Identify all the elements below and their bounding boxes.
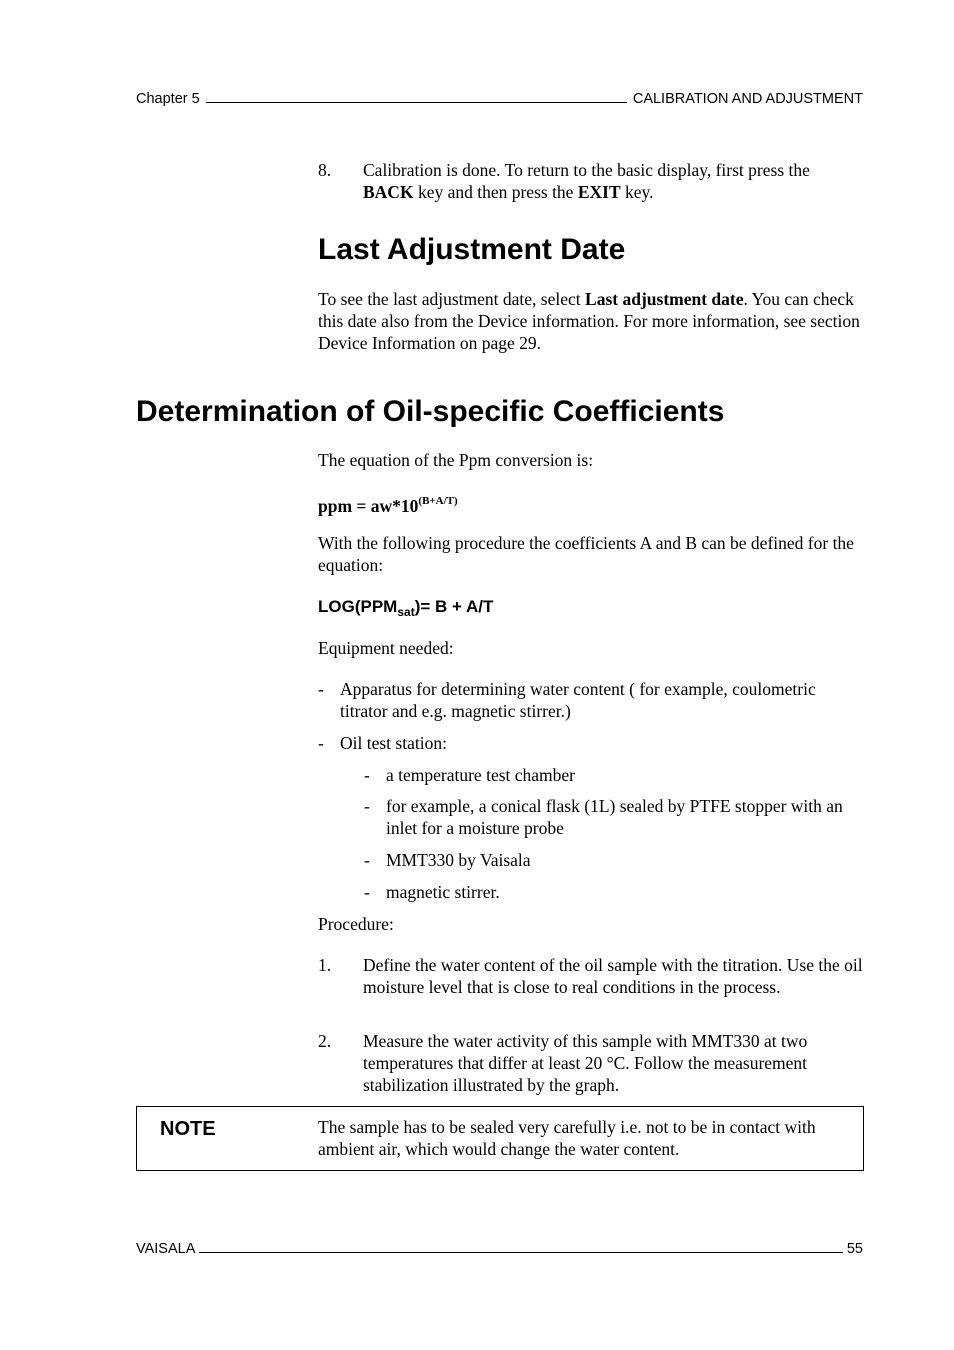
last-adjustment-paragraph: To see the last adjustment date, select Last adjustment date. You can check this date also from the Device information. For more information, see section Device Information on page 29. [318,289,860,353]
sub-list-item: - for example, a conical flask (1L) sealed by PTFE stopper with an inlet for a moisture probe [364,796,843,838]
exit-key: EXIT [577,182,621,202]
sub-list-item: - a temperature test chamber [364,765,575,785]
list-item: - Oil test station: [318,733,447,753]
ppm-equation: ppm = $aw*10^{(B+A/T)}$ [318,495,458,516]
last-adjustment-heading: Last Adjustment Date [318,233,626,266]
header-chapter: Chapter 5 [136,91,200,107]
procedure-step: 2. Measure the water activity of this sample with MMT330 at two temperatures that differ at least 20 °C. Follow the measurement stabilization illustrated by the graph. [318,1031,808,1095]
procedure-label: Procedure: [318,914,394,934]
note-text: The sample has to be sealed very carefully i.e. not to be in contact with ambient air, which would change the water content. [318,1117,816,1159]
page-footer [136,1240,863,1257]
sat-subscript: sat [397,605,415,619]
step-8 [318,159,863,203]
page-number: 55 [846,1241,863,1257]
equipment-label: Equipment needed: [318,638,454,658]
footer-rule [199,1240,842,1253]
step-text: Calibration is done. To return to the basic display, first press the BACK key and then press the EXIT key. [363,160,810,202]
ppm-exponent: (B+A/T) [418,495,458,507]
list-item: - Apparatus for determining water content ( for example, coulometric titrator and e.g. magnetic stirrer.) [318,679,816,721]
procedure-intro: With the following procedure the coefficients A and B can be defined for the equation: [318,533,854,575]
note-label: NOTE [160,1118,216,1140]
header-section: CALIBRATION AND ADJUSTMENT [632,91,863,107]
sub-list-item: - magnetic stirrer. [364,882,500,902]
equation-intro: The equation of the Ppm conversion is: [318,450,594,470]
footer-company: VAISALA [136,1241,196,1257]
log-equation: $LOG(PPM_{sat})= B + A/T$ [318,597,494,619]
page-header [136,90,863,107]
step-number: 8. [318,160,332,180]
sub-list-item: - MMT330 by Vaisala [364,850,531,870]
procedure-step: 1. Define the water content of the oil sample with the titration. Use the oil moisture level that is close to real conditions in the process. [318,955,863,997]
determination-heading: Determination of Oil-specific Coefficients [136,395,725,428]
header-rule [206,90,627,103]
menu-item-name: Last adjustment date [585,289,744,309]
back-key: BACK [363,182,414,202]
note-box [136,1106,864,1171]
